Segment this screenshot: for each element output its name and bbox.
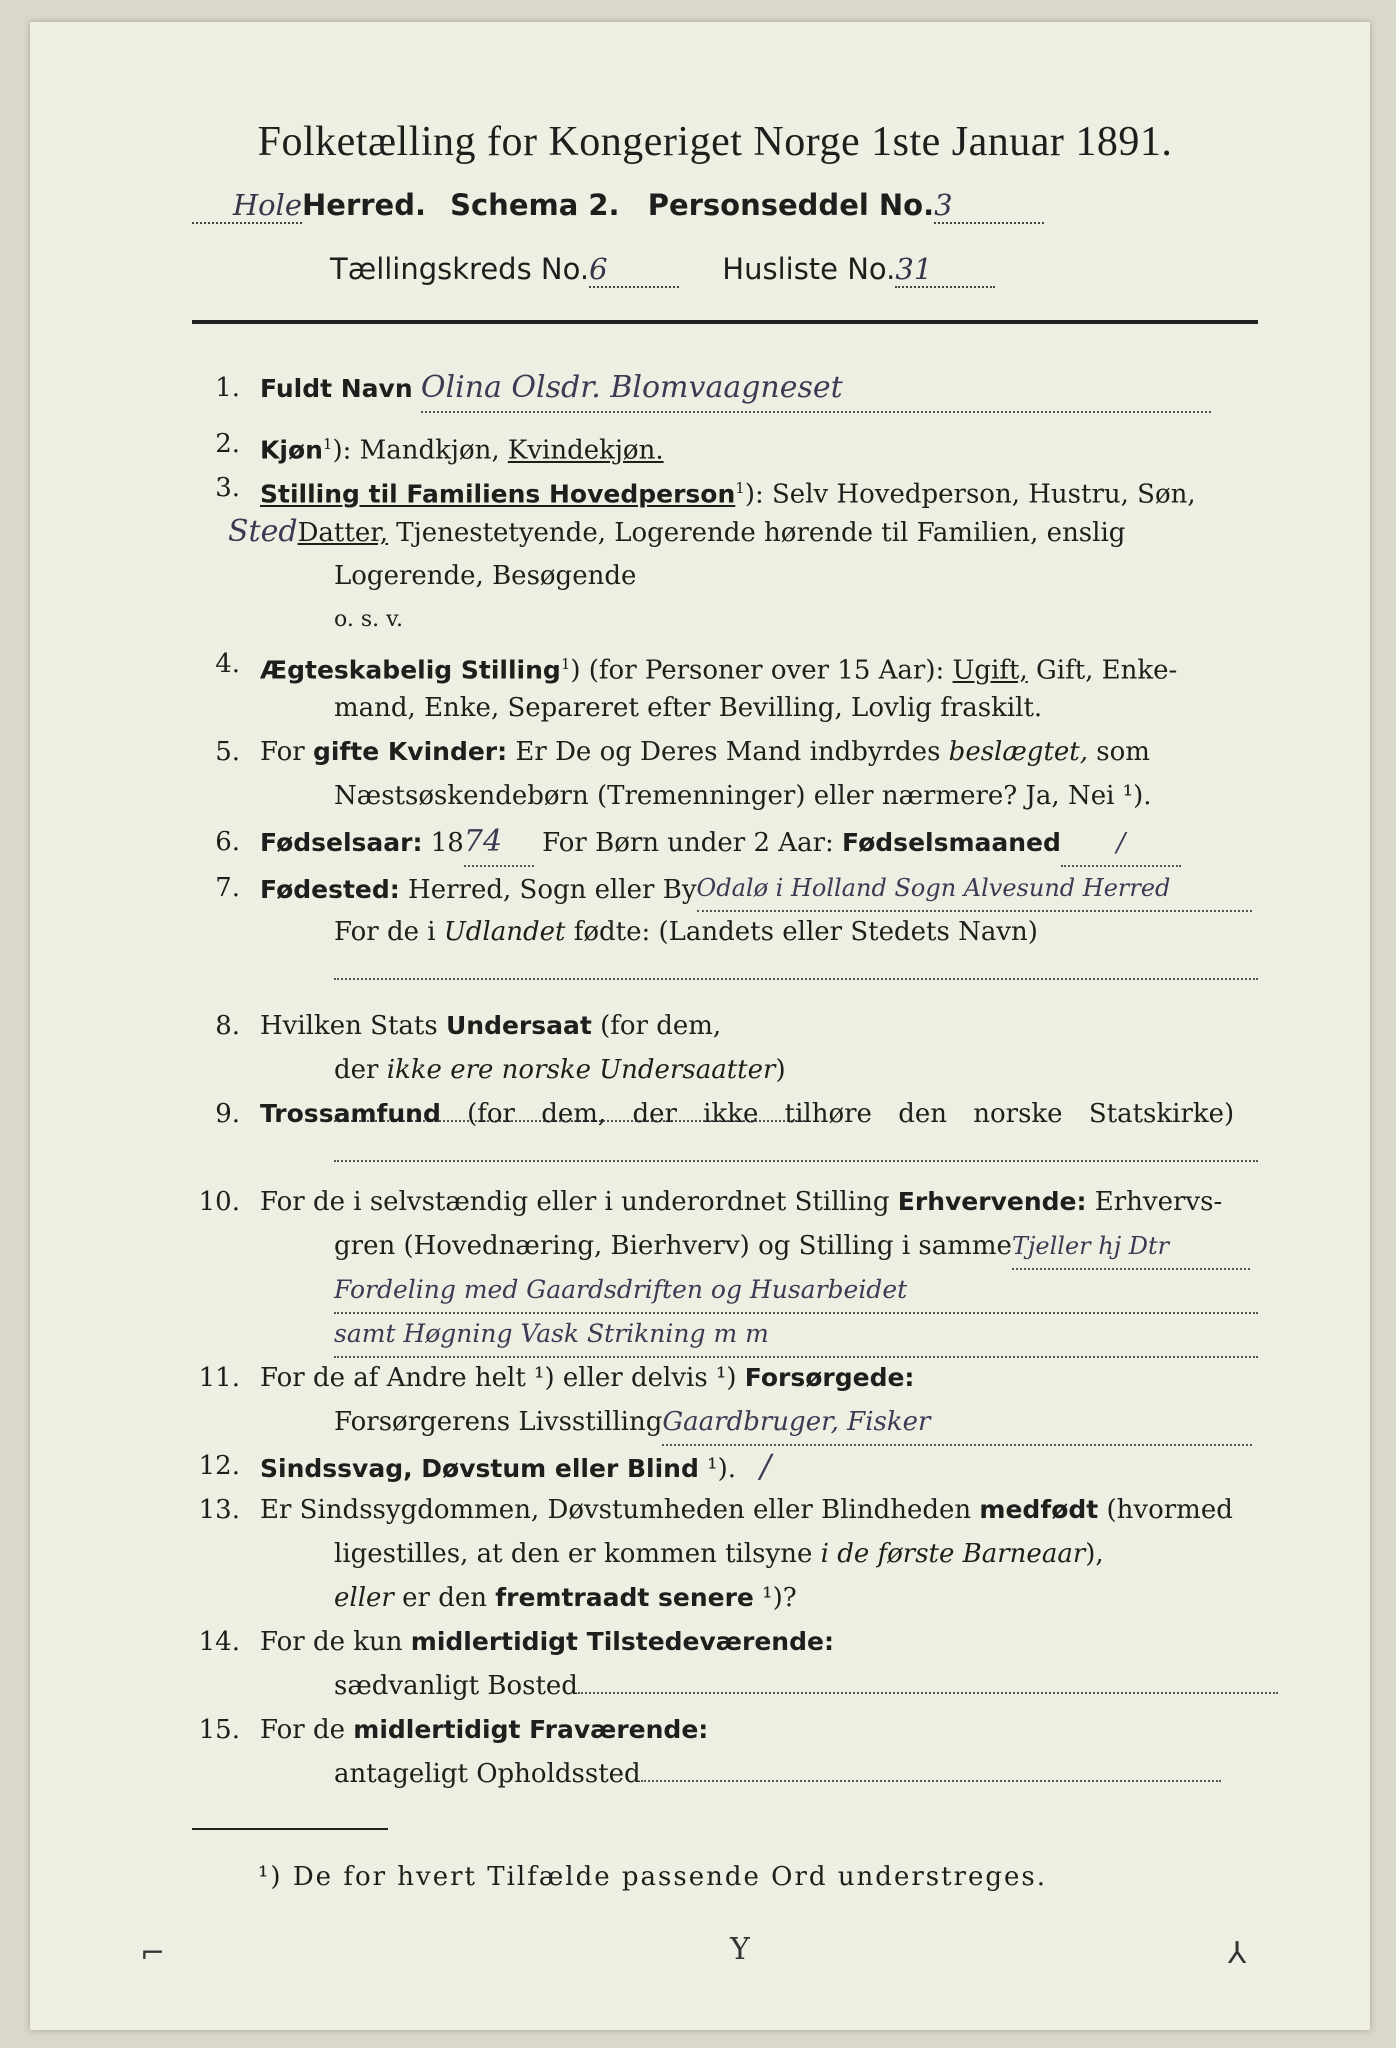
form-title: Folketælling for Kongeriget Norge 1ste Januar 1891. <box>257 119 1173 165</box>
item-line-2 <box>334 1224 1258 1270</box>
item-text: Er De og Deres Mand indbyrdes <box>507 737 949 767</box>
corner-mark-left: ⌐ <box>140 1936 166 1971</box>
birth-month-field: / <box>1061 821 1181 867</box>
birth-year-field: 74 <box>464 820 534 867</box>
item-number: 3. <box>215 473 240 503</box>
item-sex <box>192 422 1258 466</box>
item-text: sædvanligt Bosted <box>334 1671 578 1701</box>
selected-option: Kvindekjøn. <box>507 435 664 466</box>
item-text: fødte: (Landets eller Stedets Navn) <box>565 917 1038 947</box>
footnote-ref: 1 <box>560 655 571 673</box>
item-label: gifte Kvinder: <box>312 737 508 766</box>
item-text: For de kun <box>260 1627 411 1657</box>
item-text: Gift, Enke- <box>1027 655 1178 686</box>
item-text: der <box>334 1055 387 1085</box>
personseddel-label: Personseddel No. <box>647 188 935 222</box>
item-marital-status <box>192 642 1258 732</box>
item-text: ) <box>775 1055 786 1085</box>
item-label: Forsørgede: <box>744 1363 915 1392</box>
selected-option: Datter, <box>297 518 389 548</box>
footnote-rule <box>192 1828 388 1830</box>
item-number: 2. <box>215 429 240 459</box>
center-mark: Y <box>730 1932 750 1967</box>
item-label: medfødt <box>979 1495 1099 1524</box>
item-label: Undersaat <box>445 1011 592 1040</box>
item-married-women <box>192 730 1258 820</box>
item-birth-year <box>192 820 1258 864</box>
item-text: o. s. v. <box>334 607 403 632</box>
item-label: midlertidigt Tilstedeværende: <box>410 1627 834 1656</box>
item-text: For de <box>260 1715 354 1745</box>
item-text: som <box>1088 737 1150 767</box>
item-label: Fødselsaar: <box>260 828 423 857</box>
item-number: 1. <box>215 373 240 403</box>
item-text: Næstsøskendebørn (Tremenninger) eller nærmere? Ja, Nei ¹). <box>334 781 1152 811</box>
item-text: (for dem, <box>591 1011 722 1041</box>
item-temporary-present <box>192 1620 1258 1710</box>
usual-residence-field <box>578 1692 1278 1694</box>
item-label: Sindssvag, Døvstum eller Blind <box>260 1454 699 1483</box>
corner-mark-right: ⅄ <box>1228 1936 1247 1971</box>
item-supported <box>192 1356 1258 1446</box>
item-occupation <box>192 1180 1258 1356</box>
item-number: 4. <box>215 649 240 679</box>
item-line-2 <box>228 510 1258 555</box>
selected-option: Ugift, <box>952 655 1028 686</box>
item-text: For de i selvstændig eller i underordnet Stilling <box>260 1187 898 1217</box>
item-text: For <box>260 737 313 767</box>
item-text: Logerende, Besøgende <box>334 561 637 591</box>
item-text: i de første Barneaar <box>820 1539 1086 1569</box>
item-text: Hvilken Stats <box>260 1011 446 1041</box>
item-number: 14. <box>198 1627 240 1657</box>
item-number: 6. <box>215 827 240 857</box>
item-number: 15. <box>198 1715 240 1745</box>
item-text: (hvormed <box>1098 1495 1233 1525</box>
supporter-occupation-field: Gaardbruger, Fisker <box>662 1400 1252 1446</box>
item-text: er den <box>393 1583 496 1613</box>
item-text: ), <box>1085 1539 1104 1569</box>
item-text: ¹)? <box>753 1583 797 1613</box>
item-number: 8. <box>215 1011 240 1041</box>
item-number: 12. <box>198 1451 240 1481</box>
item-text: For Børn under 2 Aar: <box>533 828 843 858</box>
item-number: 9. <box>215 1099 240 1129</box>
item-line-2 <box>334 910 1258 954</box>
personseddel-field: 3 <box>934 188 1044 224</box>
item-label: Fødested: <box>260 875 400 904</box>
item-text: ¹). <box>698 1454 736 1484</box>
occupation-field-3: samt Høgning Vask Strikning m m <box>334 1312 1258 1358</box>
item-text: ): Selv Hovedperson, Hustru, Søn, <box>744 479 1196 510</box>
item-label: Erhvervende: <box>897 1187 1087 1216</box>
footnote: ¹) De for hvert Tilfælde passende Ord understreges. <box>258 1862 1048 1892</box>
footnote-ref: 1 <box>735 479 745 497</box>
item-label: Stilling til Familiens Hovedperson <box>260 479 736 509</box>
item-text: Tjenestetyende, Logerende hørende til Familien, enslig <box>388 518 1126 548</box>
item-line-3 <box>334 1576 1258 1620</box>
disability-value: / <box>760 1447 772 1485</box>
kreds-label: Tællingskreds No. <box>330 252 590 286</box>
item-text: Erhvervs- <box>1086 1187 1223 1217</box>
whereabouts-field <box>641 1780 1221 1782</box>
religion-blank-line <box>334 1160 1258 1162</box>
item-line-2 <box>334 1400 1258 1446</box>
item-label: Ægteskabelig Stilling <box>260 655 561 685</box>
footnote-ref: 1 <box>322 435 333 453</box>
item-text: mand, Enke, Separeret efter Bevilling, Lovlig fraskilt. <box>334 693 1043 723</box>
item-religion <box>192 1092 1258 1136</box>
item-disability <box>192 1444 1258 1488</box>
item-family-position <box>192 466 1258 646</box>
item-text: gren (Hovednæring, Bierhverv) og Stilling i samme <box>334 1231 1012 1261</box>
handwritten-prefix: Sted <box>228 514 298 549</box>
full-name-field: Olina Olsdr. Blomvaagneset <box>421 366 1211 413</box>
occupation-field-1: Tjeller hj Dtr <box>1012 1224 1250 1270</box>
item-birthplace <box>192 866 1258 986</box>
item-number: 11. <box>198 1363 240 1393</box>
item-label: Trossamfund <box>260 1099 441 1128</box>
item-text: For de i <box>334 917 444 947</box>
item-number: 10. <box>198 1187 240 1217</box>
item-temporary-absent <box>192 1708 1258 1798</box>
item-text: For de af Andre helt ¹) eller delvis ¹) <box>260 1363 745 1393</box>
item-citizenship <box>192 1004 1258 1094</box>
item-text: Er Sindssygdommen, Døvstumheden eller Blindheden <box>260 1495 980 1525</box>
item-text: (for dem, der ikke tilhøre den norske Statskirke) <box>440 1099 1235 1129</box>
kreds-field: 6 <box>589 252 679 288</box>
item-text: ): Mandkjøn, <box>332 435 508 466</box>
item-line-2 <box>334 1752 1258 1796</box>
item-full-name <box>192 366 1258 416</box>
schema-label: Schema 2. <box>450 188 620 222</box>
item-text: ligestilles, at den er kommen tilsyne <box>334 1539 821 1569</box>
header-rule <box>192 320 1258 324</box>
occupation-field-2: Fordeling med Gaardsdriften og Husarbeidet <box>334 1268 1258 1314</box>
item-text: antageligt Opholdssted <box>334 1759 641 1789</box>
item-number: 7. <box>215 873 240 903</box>
item-line-2 <box>334 1532 1258 1576</box>
kreds-line <box>330 252 995 288</box>
item-line-2 <box>334 1664 1258 1708</box>
item-text: eller <box>334 1583 394 1613</box>
item-number: 5. <box>215 737 240 767</box>
herred-line <box>192 188 1044 224</box>
husliste-field: 31 <box>895 252 995 288</box>
item-label: Kjøn <box>260 435 323 465</box>
herred-field: Hole <box>192 188 302 224</box>
item-text: Forsørgerens Livsstilling <box>334 1407 663 1437</box>
item-text: Herred, Sogn eller By <box>399 875 697 905</box>
birthplace-field: Odalø i Holland Sogn Alvesund Herred <box>697 866 1252 912</box>
item-text: Udlandet <box>443 917 566 947</box>
birthplace-blank-line <box>334 978 1258 980</box>
item-label: Fødselsmaaned <box>842 828 1061 857</box>
herred-label: Herred. <box>302 188 426 222</box>
item-number: 13. <box>198 1495 240 1525</box>
item-text: 18 <box>422 828 464 858</box>
item-label: midlertidigt Fraværende: <box>353 1715 709 1744</box>
husliste-label: Husliste No. <box>722 252 896 286</box>
item-label: Fuldt Navn <box>260 374 413 403</box>
item-label: fremtraadt senere <box>495 1583 754 1612</box>
item-text: beslægtet, <box>948 737 1088 767</box>
item-text: ikke ere norske Undersaatter <box>386 1055 776 1085</box>
item-text: ) (for Personer over 15 Aar): <box>570 655 953 686</box>
item-congenital <box>192 1488 1258 1620</box>
